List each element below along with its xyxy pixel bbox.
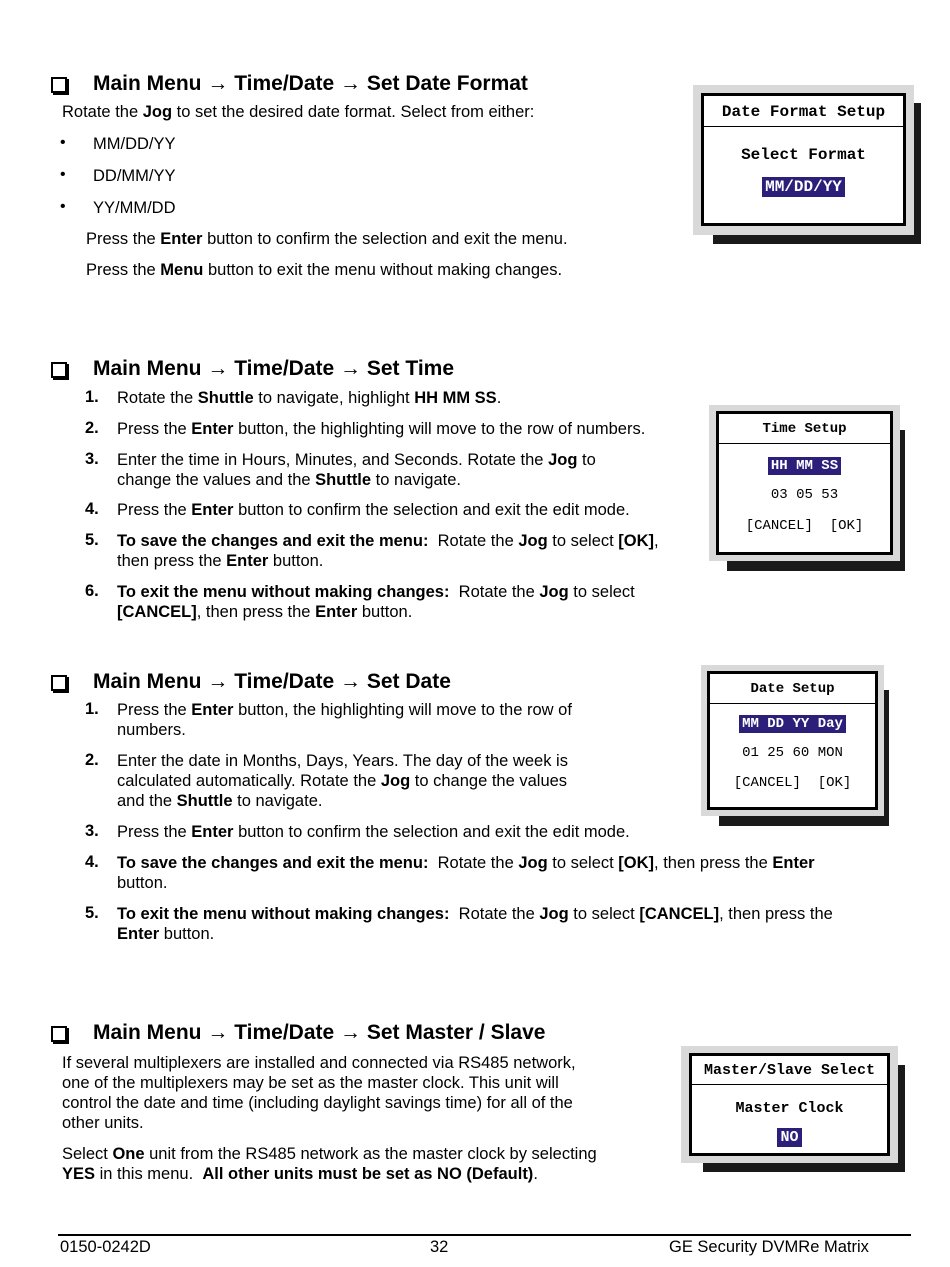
time-step-5: To save the changes and exit the menu: Rotate the Jog to select [OK], then press the Enter button. xyxy=(117,532,659,570)
osd-header-row xyxy=(719,458,890,474)
option-mmddyy: MM/DD/YY xyxy=(93,135,176,153)
osd-title: Date Format Setup xyxy=(721,103,886,121)
osd-master-clock-value: NO xyxy=(777,1128,801,1147)
osd-date-values: 01 25 60 MON xyxy=(742,745,843,761)
osd-screen xyxy=(707,671,878,810)
step-number: 5. xyxy=(85,904,99,922)
osd-master-slave-select xyxy=(681,1046,898,1163)
date-format-intro: Rotate the Jog to set the desired date format. Select from either: xyxy=(62,103,535,121)
osd-screen xyxy=(701,93,906,226)
osd-selected-format: MM/DD/YY xyxy=(762,177,845,197)
heading-set-date: Main Menu → Time/Date → Set Date xyxy=(93,670,451,693)
step-number: 1. xyxy=(85,700,99,718)
step-number: 4. xyxy=(85,853,99,871)
bullet: • xyxy=(60,198,66,215)
date-step-3: Press the Enter button to confirm the selection and exit the edit mode. xyxy=(117,823,630,841)
osd-header-row xyxy=(710,716,875,732)
osd-time-values: 03 05 53 xyxy=(770,487,839,503)
time-step-4: Press the Enter button to confirm the selection and exit the edit mode. xyxy=(117,501,630,519)
menu-note: Press the Menu button to exit the menu without making changes. xyxy=(86,261,563,279)
option-yymmdd: YY/MM/DD xyxy=(93,199,176,217)
osd-divider xyxy=(710,703,875,704)
date-step-5: To exit the menu without making changes: Rotate the Jog to select [CANCEL], then press the Enter button. xyxy=(117,905,833,943)
date-step-4: To save the changes and exit the menu: Rotate the Jog to select [OK], then press the Enter button. xyxy=(117,854,815,892)
osd-screen xyxy=(689,1053,890,1156)
heading-set-date-format: Main Menu → Time/Date → Set Date Format xyxy=(93,72,528,95)
footer-product: GE Security DVMRe Matrix xyxy=(669,1238,869,1256)
enter-note: Press the Enter button to confirm the selection and exit the menu. xyxy=(86,230,568,248)
time-step-3: Enter the time in Hours, Minutes, and Seconds. Rotate the Jog to change the values and the Shuttle to navigate. xyxy=(117,451,596,489)
osd-value-row xyxy=(692,1129,887,1146)
time-step-6: To exit the menu without making changes: Rotate the Jog to select [CANCEL], then press the Enter button. xyxy=(117,583,635,621)
section-checkbox-time xyxy=(51,362,67,378)
osd-screen xyxy=(716,411,893,555)
step-number: 3. xyxy=(85,822,99,840)
osd-time-setup xyxy=(709,405,900,561)
bullet: • xyxy=(60,134,66,151)
osd-label: Master Clock xyxy=(735,1100,844,1117)
section-checkbox-date xyxy=(51,675,67,691)
osd-buttons: [CANCEL] [OK] xyxy=(745,518,864,534)
footer-doc-number: 0150-0242D xyxy=(60,1238,151,1256)
footer-rule xyxy=(58,1234,911,1236)
step-number: 4. xyxy=(85,500,99,518)
osd-date-field-header: MM DD YY Day xyxy=(739,715,846,733)
option-ddmmyy: DD/MM/YY xyxy=(93,167,176,185)
date-step-1: Press the Enter button, the highlighting will move to the row of numbers. xyxy=(117,701,572,739)
osd-buttons: [CANCEL] [OK] xyxy=(733,775,852,791)
step-number: 3. xyxy=(85,450,99,468)
osd-title: Master/Slave Select xyxy=(703,1062,876,1079)
heading-set-master-slave: Main Menu → Time/Date → Set Master / Slave xyxy=(93,1021,546,1044)
step-number: 2. xyxy=(85,419,99,437)
time-step-2: Press the Enter button, the highlighting will move to the row of numbers. xyxy=(117,420,646,438)
date-step-2: Enter the date in Months, Days, Years. The day of the week is calculated automatically. Rotate the Jog to change the values and the Shuttle to navigate. xyxy=(117,752,568,810)
master-paragraph-1: If several multiplexers are installed and connected via RS485 network, one of the multiplexers may be set as the master clock. This unit will control the date and time (including daylight savings time) for all of the other units. xyxy=(62,1054,576,1132)
master-paragraph-2: Select One unit from the RS485 network as the master clock by selecting YES in this menu. All other units must be set as NO (Default). xyxy=(62,1145,597,1183)
osd-value-row xyxy=(704,178,903,196)
osd-time-field-header: HH MM SS xyxy=(768,457,841,475)
osd-divider xyxy=(704,126,903,127)
osd-divider xyxy=(692,1084,887,1085)
osd-date-setup xyxy=(701,665,884,816)
osd-date-format-setup xyxy=(693,85,914,235)
step-number: 2. xyxy=(85,751,99,769)
osd-label: Select Format xyxy=(741,146,866,164)
section-checkbox-master-slave xyxy=(51,1026,67,1042)
step-number: 5. xyxy=(85,531,99,549)
step-number: 1. xyxy=(85,388,99,406)
osd-title: Time Setup xyxy=(762,421,847,437)
osd-title: Date Setup xyxy=(750,681,835,697)
footer-page-number: 32 xyxy=(430,1238,449,1256)
time-step-1: Rotate the Shuttle to navigate, highlight HH MM SS. xyxy=(117,389,502,407)
osd-divider xyxy=(719,443,890,444)
step-number: 6. xyxy=(85,582,99,600)
section-checkbox-date-format xyxy=(51,77,67,93)
heading-set-time: Main Menu → Time/Date → Set Time xyxy=(93,357,455,380)
bullet: • xyxy=(60,166,66,183)
